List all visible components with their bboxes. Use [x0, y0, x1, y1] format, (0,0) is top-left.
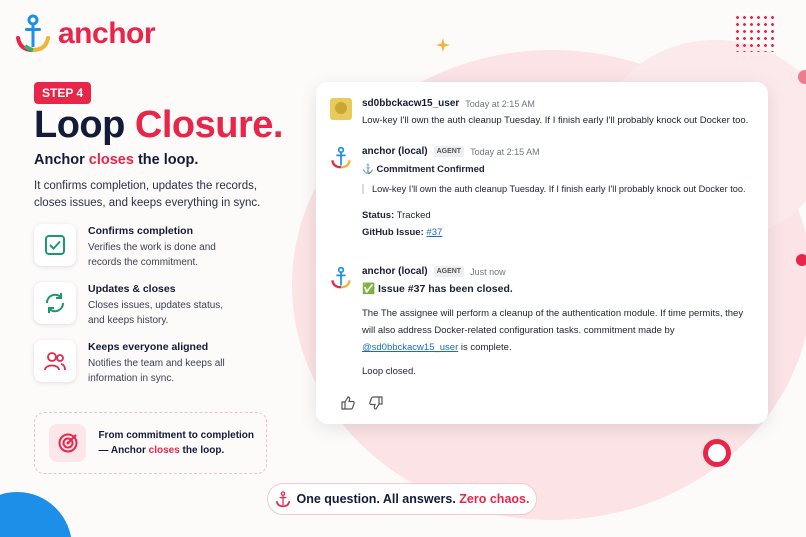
feature-desc: Notifies the team and keeps all information in sync.	[88, 358, 225, 384]
message-body	[362, 305, 747, 356]
tagline-pill	[267, 483, 537, 515]
message-footer: Loop closed.	[362, 366, 416, 377]
message-time: Today at 2:15 AM	[470, 146, 540, 157]
status-value: Tracked	[394, 210, 431, 221]
reaction-bar	[340, 395, 384, 411]
message-title-text: Issue #37 has been closed.	[378, 283, 513, 295]
target-icon	[57, 432, 79, 454]
subheadline-post: the loop.	[133, 152, 199, 168]
thumbs-up-icon[interactable]	[340, 395, 356, 411]
page-title	[34, 104, 283, 147]
feature-icon-box	[34, 224, 76, 266]
message-title: ⚓ Commitment Confirmed	[362, 164, 485, 175]
message-time: Today at 2:15 AM	[465, 98, 535, 109]
message-time: Just now	[470, 266, 506, 277]
issue-link[interactable]: #37	[426, 227, 443, 238]
message-body-end: is complete.	[458, 342, 512, 353]
message-author[interactable]: sd0bbckacw15_user	[362, 98, 460, 109]
users-icon	[43, 349, 67, 373]
corner-decoration	[0, 492, 72, 537]
agent-badge: AGENT	[434, 146, 465, 157]
chat-message	[330, 98, 762, 128]
issue-row	[362, 227, 757, 238]
feature-title: Updates & closes	[88, 283, 176, 295]
anchor-avatar-icon	[330, 266, 352, 290]
refresh-icon	[43, 291, 67, 315]
tagline-part: One question. All answers.	[296, 492, 460, 506]
subheadline	[34, 152, 198, 168]
callout-icon-box	[49, 424, 86, 462]
feature-title: Keeps everyone aligned	[88, 341, 209, 353]
chat-message	[330, 146, 757, 238]
callout-pre: From commitment to completion — Anchor	[98, 430, 255, 456]
checkbox-icon	[44, 234, 66, 256]
brand-name: anchor	[58, 17, 156, 50]
anchor-icon	[275, 491, 291, 508]
step-badge: STEP 4	[34, 82, 91, 104]
feature-icon-box	[34, 282, 76, 324]
chat-message	[330, 266, 747, 379]
callout-highlight: closes	[148, 445, 180, 456]
check-emoji-icon: ✅	[362, 283, 376, 295]
ring-decoration	[703, 439, 731, 467]
feature-item	[34, 282, 238, 328]
status-label: Status:	[362, 210, 395, 221]
dot-grid-decoration	[734, 14, 776, 52]
anchor-avatar-icon	[330, 146, 352, 170]
dot-decoration	[798, 70, 806, 84]
sparkle-icon	[436, 38, 450, 52]
status-row	[362, 210, 757, 221]
feature-title: Confirms completion	[88, 225, 194, 237]
callout-post: the loop.	[179, 445, 225, 456]
chat-panel	[316, 82, 768, 424]
description: It confirms completion, updates the records, closes issues, and keeps everything in sync.	[34, 180, 261, 209]
subheadline-pre: Anchor	[34, 152, 89, 168]
anchor-logo-icon	[14, 14, 52, 54]
user-mention[interactable]: @sd0bbckacw15_user	[362, 342, 459, 353]
callout-box	[34, 412, 267, 474]
feature-desc: Closes issues, updates status, and keeps history.	[88, 300, 224, 326]
message-title	[362, 282, 747, 297]
feature-item	[34, 340, 238, 386]
brand-logo	[14, 14, 155, 54]
message-body-text: The The assignee will perform a cleanup of the authentication module. If time permits, they will also address Docker-related configuration tasks. commitment made by	[362, 308, 744, 336]
issue-label: GitHub Issue:	[362, 227, 424, 238]
message-author[interactable]: anchor (local)	[362, 146, 428, 157]
message-text: Low-key I'll own the auth cleanup Tuesday. If I finish early I'll probably knock out Docker too.	[362, 115, 749, 126]
subheadline-highlight: closes	[88, 152, 134, 168]
agent-badge: AGENT	[434, 266, 465, 277]
thumbs-down-icon[interactable]	[368, 395, 384, 411]
user-avatar[interactable]	[330, 98, 352, 120]
dot-decoration	[796, 254, 806, 266]
tagline-highlight: Zero chaos.	[459, 492, 530, 506]
tagline-text	[297, 492, 530, 506]
title-highlight: Closure.	[134, 104, 283, 146]
feature-desc: Verifies the work is done and records the commitment.	[88, 242, 216, 268]
agent-avatar[interactable]	[330, 266, 352, 288]
callout-text	[98, 428, 266, 458]
feature-item	[34, 224, 238, 270]
feature-icon-box	[34, 340, 76, 382]
message-author[interactable]: anchor (local)	[362, 266, 428, 277]
agent-avatar[interactable]	[330, 146, 352, 168]
title-part: Loop	[34, 104, 135, 146]
message-quote: Low-key I'll own the auth cleanup Tuesday. If I finish early I'll probably knock out Docker too.	[362, 184, 757, 194]
